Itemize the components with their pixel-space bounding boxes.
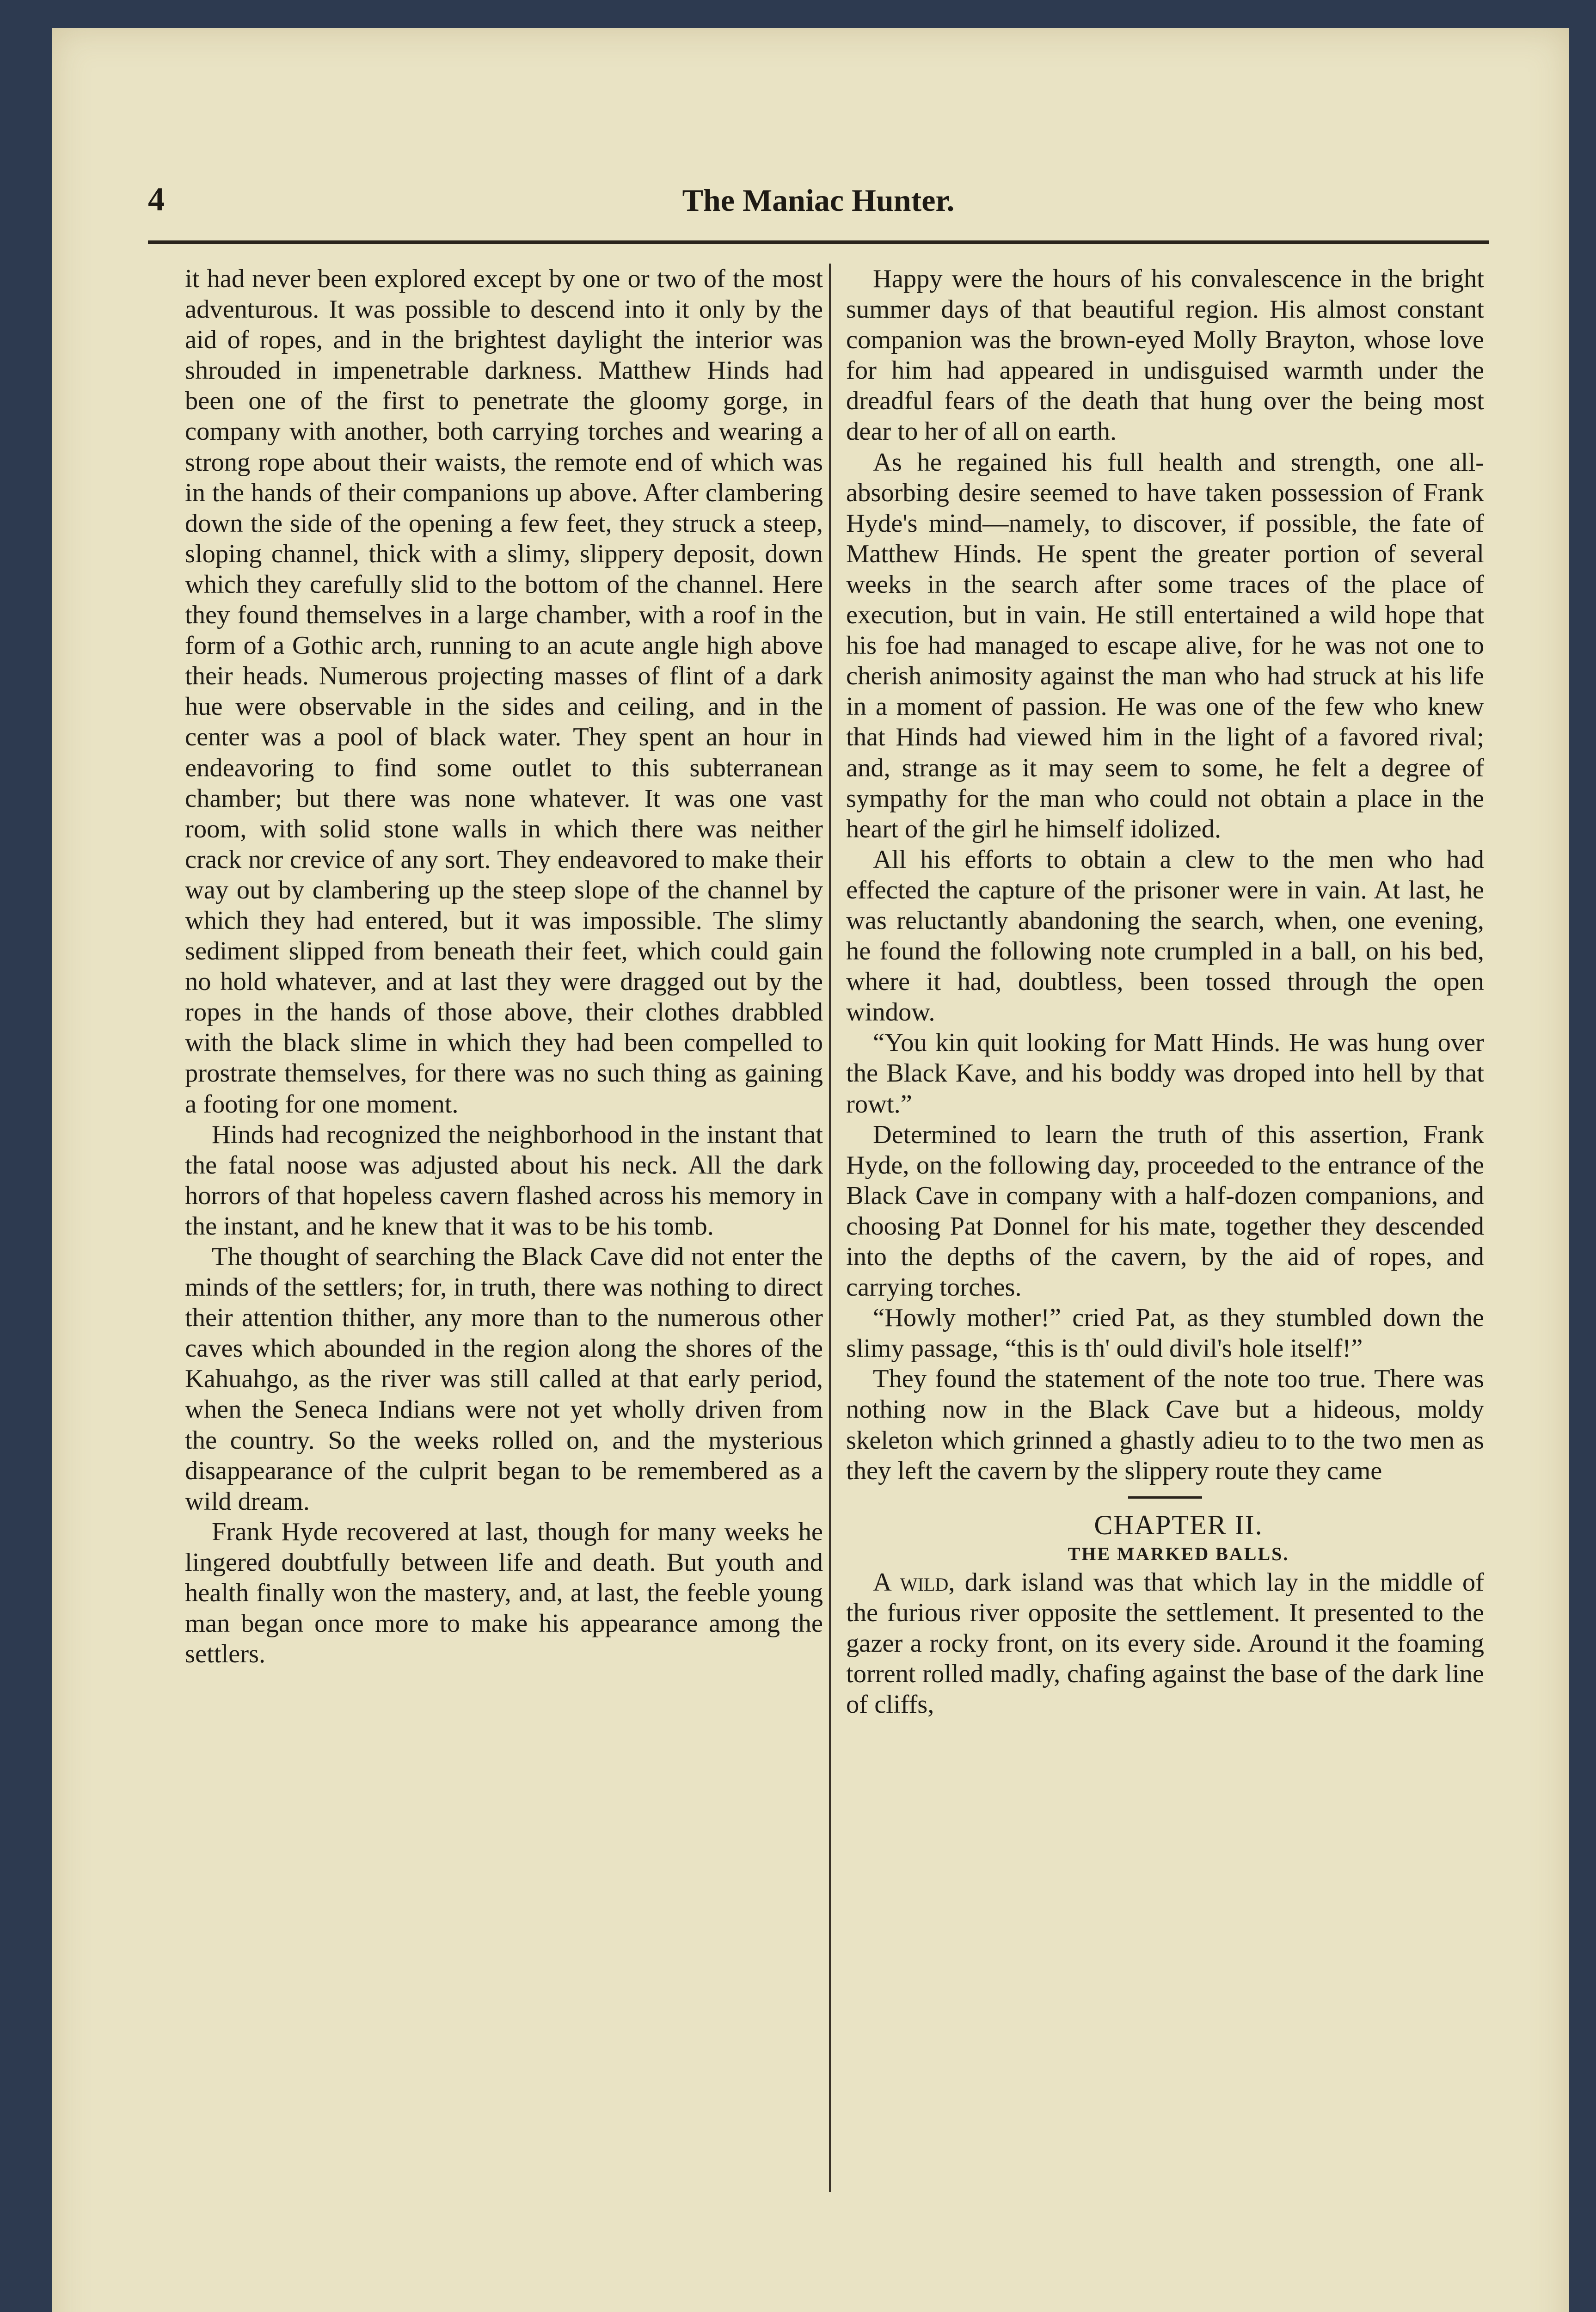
page-number: 4 <box>148 181 165 218</box>
paragraph: Happy were the hours of his convalescence in the bright summer days of that beautiful region. His almost constant companion was the brown-eyed Molly Brayton, whose love for him had appeared in undisguised warmth under the dreadful fears of the death that hung over the being most dear to her of all on earth. <box>846 264 1484 446</box>
running-title: The Maniac Hunter. <box>682 183 955 218</box>
chapter-title: CHAPTER II. <box>1094 1509 1263 1540</box>
paragraph: The thought of searching the Black Cave did not enter the minds of the settlers; for, in truth, there was nothing to direct their attention thither, any more than to the numerous other caves which abounded in the region along the shores of the Kahuahgo, as the river was still called at that early period, when the Seneca Indians were not yet wholly driven from the country. So the weeks rolled on, and the mysterious disappearance of the culprit began to be remembered as a wild dream. <box>185 1242 823 1516</box>
paragraph: All his efforts to obtain a clew to the men who had effected the capture of the prisoner were in vain. At last, he was reluctantly abandoning the search, when, one evening, he found the following note crumpled in a ball, on his bed, where it had, doubtless, been tossed through the open window. <box>846 845 1484 1027</box>
paragraph: Hinds had recognized the neighborhood in the instant that the fatal noose was adjusted about his neck. All the dark horrors of that hopeless cavern flashed across his memory in the instant, and he knew that it was to be his tomb. <box>185 1120 823 1241</box>
page-header <box>148 180 1489 222</box>
section-rule <box>1128 1496 1202 1499</box>
paragraph: They found the statement of the note too true. There was nothing now in the Black Cave but a hideous, moldy skeleton which grinned a ghastly adieu to to the two men as they left the cavern by the slippery route they came <box>846 1365 1484 1485</box>
left-column <box>185 264 823 1669</box>
column-divider <box>829 264 831 2192</box>
chapter-subtitle: THE MARKED BALLS. <box>1068 1543 1289 1564</box>
right-column <box>846 264 1484 1720</box>
paragraph: “Howly mother!” cried Pat, as they stumbled down the slimy passage, “this is th' ould divil's hole itself!” <box>846 1304 1484 1363</box>
quoted-note: “You kin quit looking for Matt Hinds. He was hung over the Black Kave, and his boddy was droped into hell by that rowt.” <box>846 1028 1484 1119</box>
chapter-opening-paragraph <box>846 1567 1484 1720</box>
paragraph: it had never been explored except by one or two of the most adventurous. It was possible to descend into it only by the aid of ropes, and in the brightest daylight the interior was shrouded in impenetrable darkness. Matthew Hinds had been one of the first to penetrate the gloomy gorge, in company with another, both carrying torches and wearing a strong rope about their waists, the remote end of which was in the hands of their companions up above. After clambering down the side of the opening a few feet, they struck a steep, sloping channel, thick with a slimy, slippery deposit, down which they carefully slid to the bottom of the channel. Here they found themselves in a large chamber, with a roof in the form of a Gothic arch, running to an acute angle high above their heads. Numerous projecting masses of flint of a dark hue were observable in the sides and ceiling, and in the center was a pool of black water. They spent an hour in endeavoring to find some outlet to this subterranean chamber; but there was none whatever. It was one vast room, with solid stone walls in which there was neither crack nor crevice of any sort. They endeavored to make their way out by clambering up the steep slope of the channel by which they had entered, but it was impossible. The slimy sediment slipped from beneath their feet, which could gain no hold whatever, and at last they were dragged out by the ropes in the hands of those above, their clothes drabbled with the black slime in which they had been compelled to prostrate themselves, for there was no such thing as gaining a footing for one moment. <box>185 264 823 1119</box>
paragraph: Frank Hyde recovered at last, though for many weeks he lingered doubtfully between life and death. But youth and health finally won the mastery, and, at last, the feeble young man began once more to make his appearance among the settlers. <box>185 1517 823 1669</box>
paragraph: As he regained his full health and strength, one all-absorbing desire seemed to have taken possession of Frank Hyde's mind—namely, to discover, if possible, the fate of Matthew Hinds. He spent the greater portion of several weeks in the search after some traces of the place of execution, but in vain. He still entertained a wild hope that his foe had managed to escape alive, for he was not one to cherish animosity against the man who had struck at his life in a moment of passion. He was one of the few who knew that Hinds had viewed him in the light of a favored rival; and, strange as it may seem to some, he felt a degree of sympathy for the man who could not obtain a place in the heart of the girl he himself idolized. <box>846 448 1484 843</box>
opening-words: A wild, <box>873 1568 955 1597</box>
opening-text: dark island was that which lay in the middle of the furious river opposite the settlement. It presented to the gazer a rocky front, on its every side. Around it the foaming torrent rolled madly, chafing against the base of the dark line of cliffs, <box>846 1568 1484 1719</box>
header-rule <box>148 240 1489 244</box>
paragraph: Determined to learn the truth of this assertion, Frank Hyde, on the following day, proceeded to the entrance of the Black Cave in company with a half-dozen companions, and choosing Pat Donnel for his mate, together they descended into the depths of the cavern, by the aid of ropes, and carrying torches. <box>846 1120 1484 1302</box>
